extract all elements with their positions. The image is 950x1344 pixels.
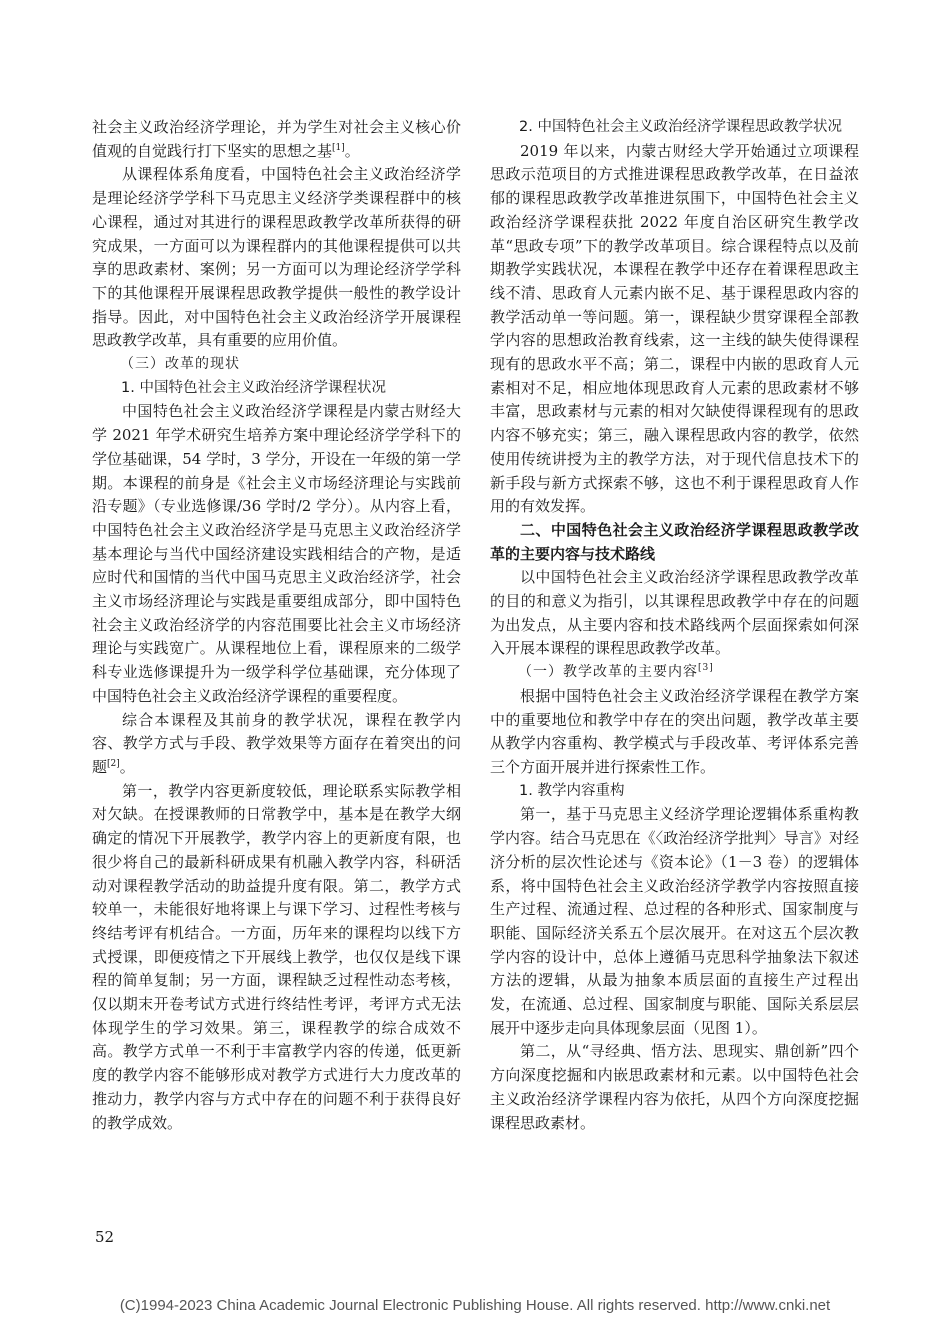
section-title: 1. 中国特色社会主义政治经济学课程状况 [121,379,386,396]
paragraph: 社会主义政治经济学理论，并为学生对社会主义核心价值观的自觉践行打下坚实的思想之基[1]。 [92,118,461,160]
paragraph: 根据中国特色社会主义政治经济学课程在教学方案中的重要地位和教学中存在的突出问题，教学改革主要从教学内容重构、教学模式与手段改革、考评体系完善三个方面开展并进行探索性工作。 [490,686,859,776]
subsection-heading: （三）改革的现状 [120,356,240,373]
paragraph: 综合本课程及其前身的教学状况，课程在教学内容、教学方式与手段、教学效果等方面存在着突出的问题[2]。 [92,710,461,776]
citation[interactable]: [3] [698,663,714,674]
left-column [92,116,461,1135]
paragraph: 第一，教学内容更新度较低，理论联系实际教学相对欠缺。在授课教师的日常教学中，基本是在教学大纲确定的情况下开展教学，教学内容上的更新度有限，也很少将自己的最新科研成果有机融入教学内容，科研活动对课程教学活动的助益提升度有限。第二，教学方式较单一，未能很好地将课上与课下学习、过程性考核与终结考评有机结合。一方面，历年来的课程均以线下方式授课，即便疫情之下开展线上教学，也仅仅是线下课程的简单复制；另一方面，课程缺乏过程性动态考核，仅以期末开卷考试方式进行终结性考评，考评方式无法体现学生的学习效果。第三，课程教学的综合成效不高。教学方式单一不利于丰富教学内容的传递，低更新度的教学内容不能够形成对教学方式进行大力度改革的推动力，教学内容与方式中存在的问题不利于获得良好的教学成效。 [92,781,461,1132]
paragraph: 以中国特色社会主义政治经济学课程思政教学改革的目的和意义为指引，以其课程思政教学中存在的问题为出发点，从主要内容和技术路线两个层面探索如何深入开展本课程的课程思政教学改革。 [490,568,859,658]
section-title: 2. 中国特色社会主义政治经济学课程思政教学状况 [519,119,842,135]
paragraph: 第一，基于马克思主义经济学理论逻辑体系重构教学内容。结合马克思在《〈政治经济学批判〉导言》对经济分析的层次性论述与《资本论》（1－3 卷）的逻辑体系，将中国特色社会主义政治经济学教学内容按照直接生产过程、流通过程、总过程的各种形式、国家制度与职能、国际经济关系五个层次展开。在对这五个层次教学内容的设计中，总体上遵循马克思科学抽象法下叙述方法的逻辑，从最为抽象本质层面的直接生产过程出发，在流通、总过程、国家制度与职能、国际关系层层展开中逐步走向具体现象层面（见图 1）。 [490,805,859,1037]
section-title: 1. 教学内容重构 [519,782,625,799]
chapter-heading: 二、中国特色社会主义政治经济学课程思政教学改革的主要内容与技术路线 [490,520,859,563]
paragraph: 2019 年以来，内蒙古财经大学开始通过立项课程思政示范项目的方式推进课程思政教学改革，在日益浓郁的课程思政教学改革推进氛围下，中国特色社会主义政治经济学课程获批 2022 年度自治区研究生教学改革“思政专项”下的教学改革项目。综合课程特点以及前期教学实践状况，本课程在教学中还存在着课程思政主线不清、思政育人元素内嵌不足、基于课程思政内容的教学活动单一等问题。第一，课程缺少贯穿课程全部教学内容的思想政治教育线索，这一主线的缺失使得课程现有的思政水平不高；第二，课程中内嵌的思政育人元素相对不足，相应地体现思政育人元素的思政素材不够丰富，思政素材与元素的相对欠缺使得课程现有的思政内容不够充实；第三，融入课程思政内容的教学，依然使用传统讲授为主的教学方法，对于现代信息技术下的新手段与新方式探索不够，这也不利于课程思政育人作用的有效发挥。 [490,141,859,516]
citation[interactable]: [1] [332,142,345,153]
paragraph: 第二，从“寻经典、悟方法、思现实、鼎创新”四个方向深度挖掘和内嵌思政素材和元素。以中国特色社会主义政治经济学课程内容为依托，从四个方向深度挖掘课程思政素材。 [490,1042,859,1132]
copyright-footer: (C)1994-2023 China Academic Journal Electronic Publishing House. All rights reserved. http://www.cnki.net [119,1297,831,1314]
paragraph: 中国特色社会主义政治经济学课程是内蒙古财经大学 2021 年学术研究生培养方案中理论经济学学科下的学位基础课，54 学时，3 学分，开设在一年级的第一学期。本课程的前身是《社会主义市场经济理论与实践前沿专题》（专业选修课/36 学时/2 学分）。从内容上看，中国特色社会主义政治经济学是马克思主义政治经济学基本理论与当代中国经济建设实践相结合的产物，是适应时代和国情的当代中国马克思主义政治经济学，社会主义市场经济理论与实践是重要组成部分，即中国特色社会主义政治经济学的内容范围要比社会主义市场经济理论与实践宽广。从课程地位上看，课程原来的二级学科专业选修课提升为一级学科学位基础课，充分体现了中国特色社会主义政治经济学课程的重要程度。 [92,402,461,705]
page-number: 52 [95,1228,115,1246]
citation[interactable]: [2] [107,758,120,769]
paragraph: 从课程体系角度看，中国特色社会主义政治经济学是理论经济学学科下马克思主义经济学类课程群中的核心课程，通过对其进行的课程思政教学改革所获得的研究成果，一方面可以为课程群内的其他课程提供可以共享的思政素材、案例；另一方面可以为理论经济学学科下的其他课程开展课程思政教学提供一般性的教学设计指导。因此，对中国特色社会主义政治经济学开展课程思政教学改革，具有重要的应用价值。 [92,165,461,350]
subsection-heading: （一）教学改革的主要内容[3] [518,663,714,681]
right-column [490,116,859,1135]
